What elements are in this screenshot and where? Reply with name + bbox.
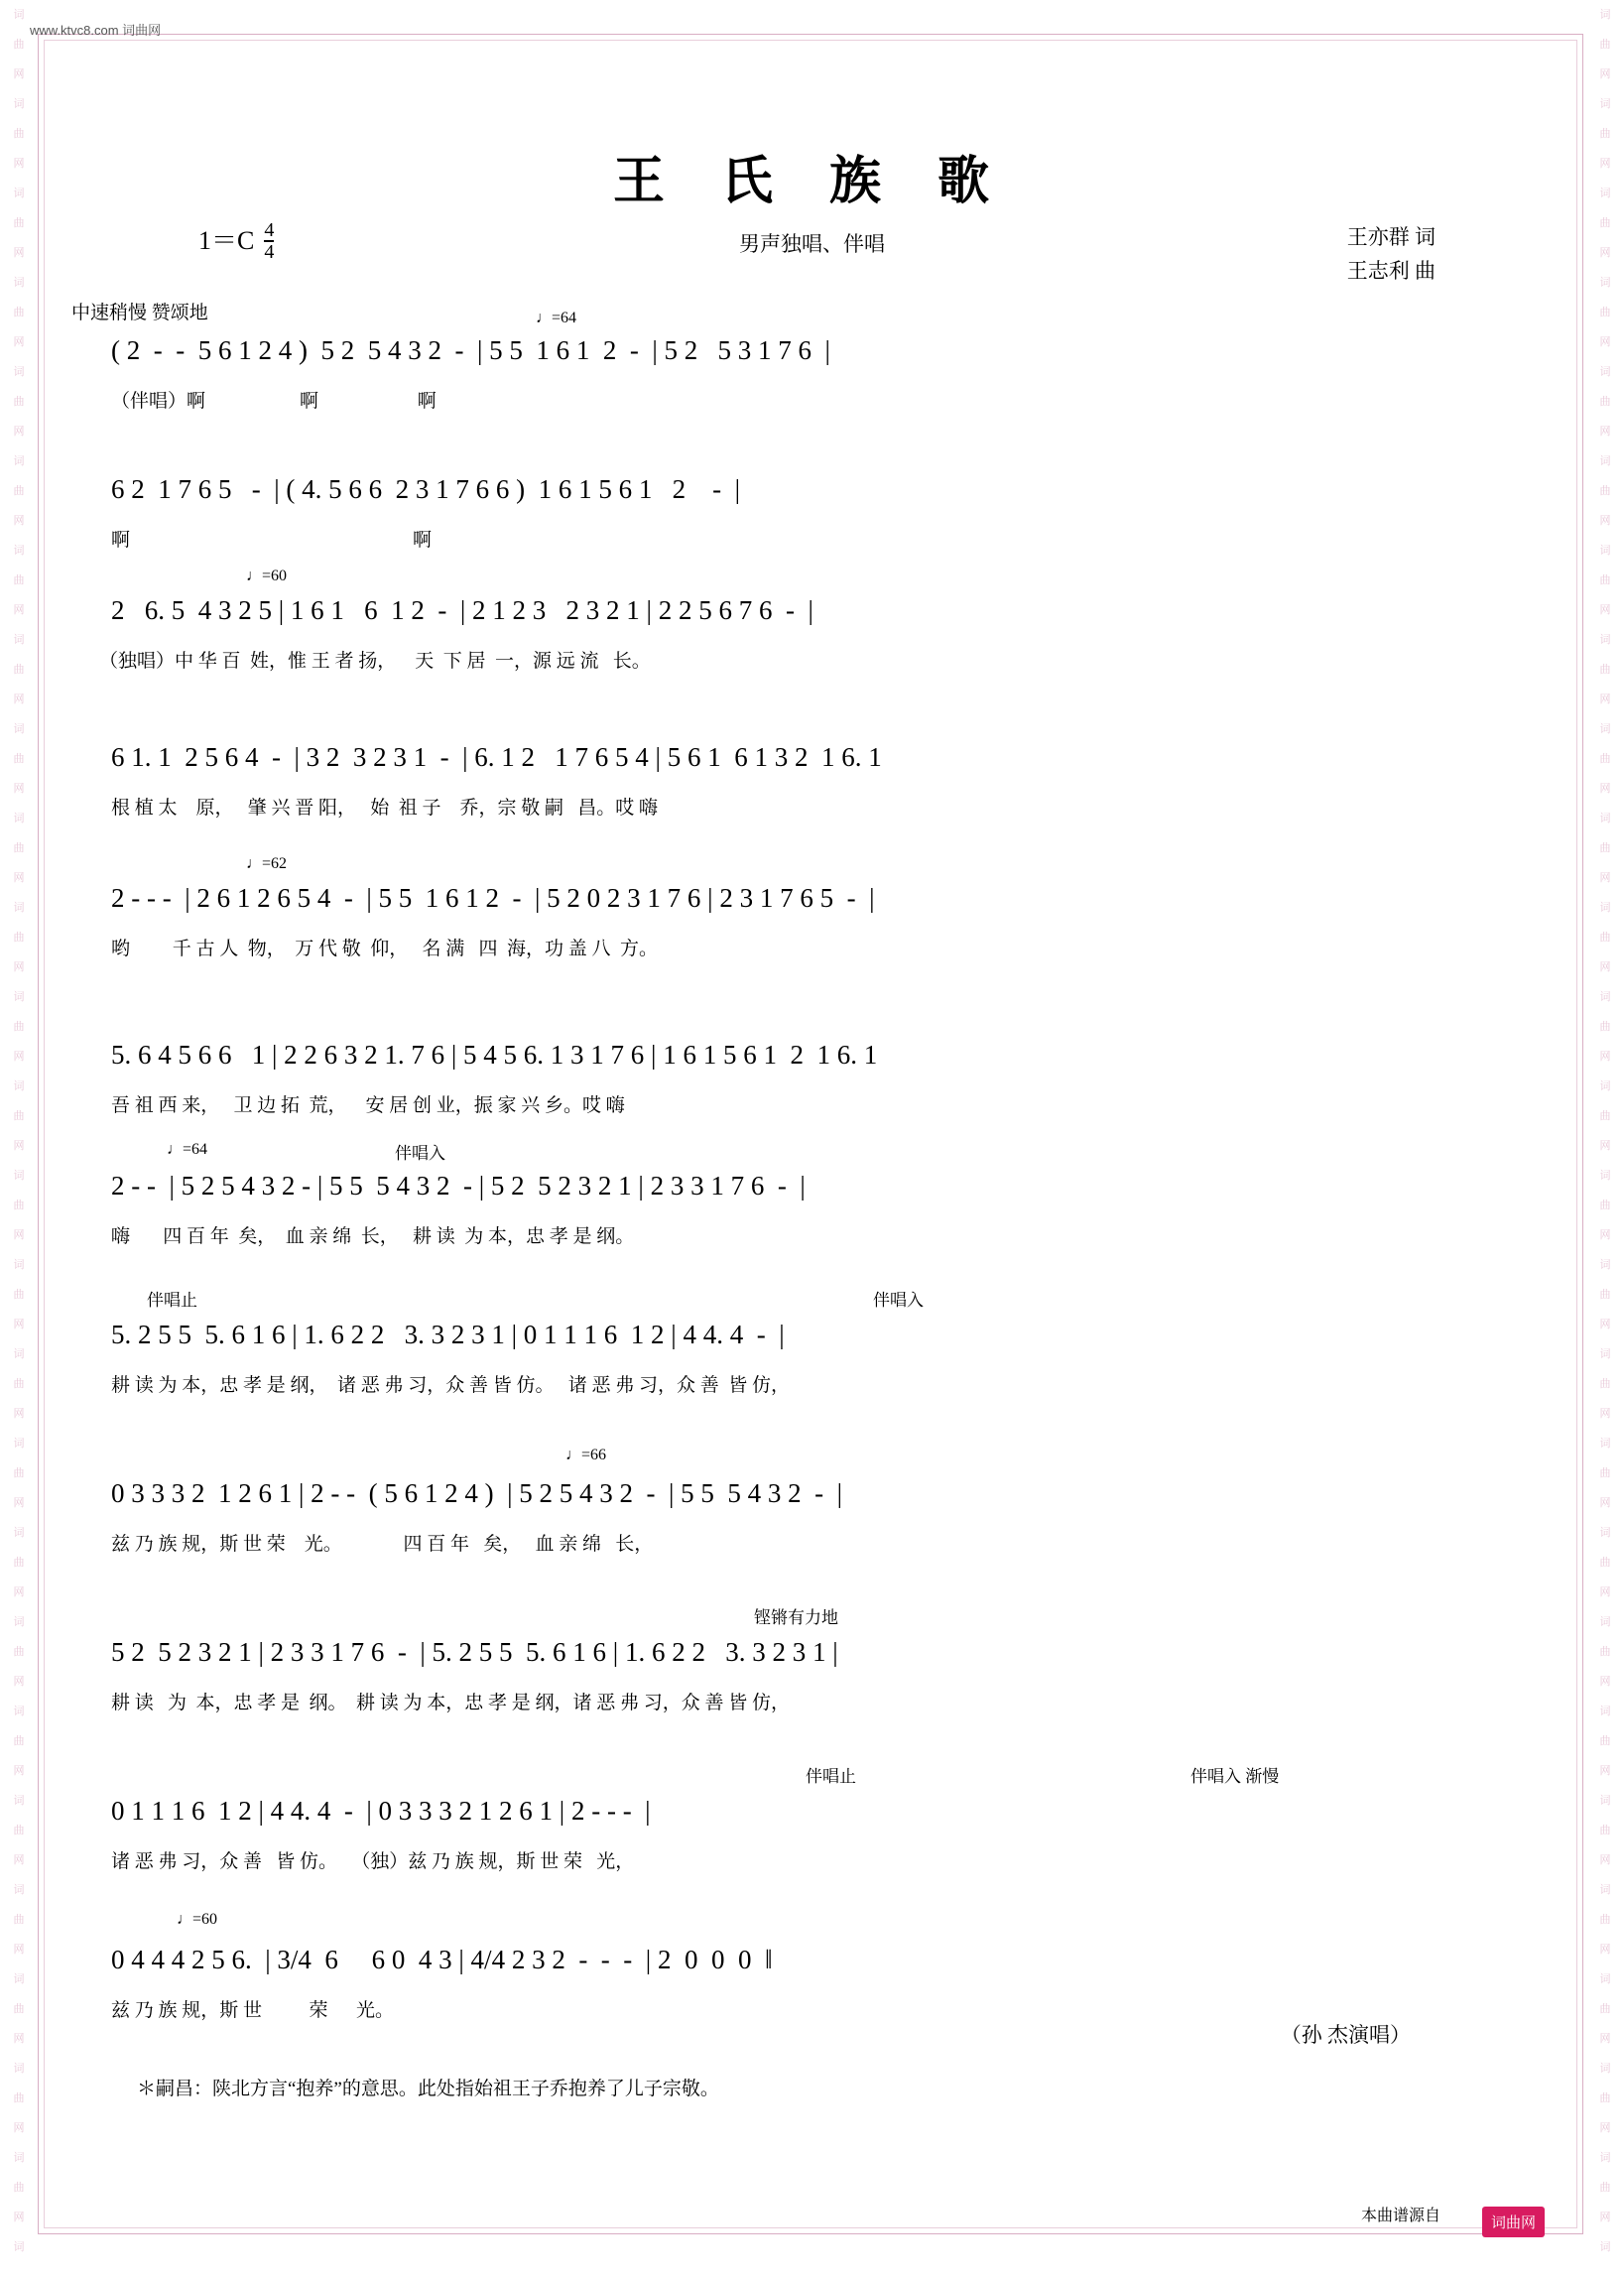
notes-line-11: 0 1 1 1 6 1 2 | 4 4. 4 - | 0 3 3 3 2 1 2 6 1 | 2 - - - | [111, 1796, 651, 1826]
notes-line-5: 2 - - - | 2 6 1 2 6 5 4 - | 5 5 1 6 1 2 - | 5 2 0 2 3 1 7 6 | 2 3 1 7 6 5 - | [111, 883, 875, 913]
notes-line-8: 5. 2 5 5 5. 6 1 6 | 1. 6 2 2 3. 3 2 3 1 | 0 1 1 1 6 1 2 | 4 4. 4 - | [111, 1320, 785, 1349]
cue-mark-chorus-stop-2: 伴唱止 [806, 1767, 856, 1786]
system-row-9 [0, 1447, 1624, 1555]
system-row-8 [0, 1291, 1624, 1396]
page-title: 王 氏 族 歌 [612, 154, 1011, 210]
system-row-4 [0, 724, 1624, 819]
lyrics-line-4: 根 植 太 原， 肇 兴 晋 阳， 始 祖 子 乔，宗 敬 嗣 昌。哎 嗨 [111, 798, 659, 819]
tempo-mark-2: ♩=60 [246, 568, 288, 584]
tempo-mark-6: ♩=60 [177, 1911, 218, 1928]
notes-line-6: 5. 6 4 5 6 6 1 | 2 2 6 3 2 1. 7 6 | 5 4 5 6. 1 3 1 7 6 | 1 6 1 5 6 1 2 1 6. 1 [111, 1040, 878, 1070]
subtitle: 男声独唱、伴唱 [739, 232, 885, 256]
site-url: www.ktvc8.com 词曲网 [30, 23, 162, 38]
lyricist: 王亦群 词 [1346, 225, 1436, 249]
lyrics-line-10: 耕 读 为 本，忠 孝 是 纲。 耕 读 为 本，忠 孝 是 纲，诸 恶 弗 习，众 善 皆 仿， [111, 1693, 791, 1713]
lyrics-line-6: 吾 祖 西 来， 卫 边 拓 荒， 安 居 创 业，振 家 兴 乡。哎 嗨 [111, 1095, 625, 1116]
time-denominator: 4 [264, 241, 275, 264]
performer-credit: （孙 杰演唱） [1280, 2023, 1411, 2047]
lyrics-line-8: 耕 读 为 本，忠 孝 是 纲， 诸 恶 弗 习，众 善 皆 仿。 诸 恶 弗 习，众 善 皆 仿， [111, 1375, 791, 1396]
footnote: ＊嗣昌：陕北方言“抱养”的意思。此处指始祖王子乔抱养了儿子宗敬。 [137, 2079, 719, 2099]
lyrics-line-12: 兹 乃 族 规，斯 世 荣 光。 [111, 2000, 395, 2021]
cue-mark-chorus-in-2: 伴唱入 [873, 1291, 924, 1310]
time-signature [264, 220, 274, 262]
system-row-12 [0, 1911, 1624, 2021]
expression-mark-forceful: 铿锵有力地 [754, 1608, 838, 1627]
cue-mark-chorus-stop-1: 伴唱止 [147, 1291, 197, 1310]
lyrics-line-3: （独唱）中 华 百 姓，惟 王 者 扬， 天 下 居 一，源 远 流 长。 [99, 651, 651, 672]
lyrics-line-1: （伴唱）啊 啊 啊 [111, 391, 437, 412]
lyrics-line-5: 哟 千 古 人 物， 万 代 敬 仰， 名 满 四 海，功 盖 八 方。 [111, 939, 659, 959]
system-row-7 [0, 1141, 1624, 1247]
system-row-5 [0, 855, 1624, 959]
cue-mark-chorus-in-1: 伴唱入 [395, 1144, 445, 1163]
watermark-right: 词 曲 网 词 曲 网 词 曲 网 词 曲 网 词 曲 网 词 曲 网 词 曲 网 词 曲 网 词 曲 网 词 曲 网 词 曲 网 词 曲 网 词 曲 网 词 曲 网 词 曲 网 词 曲 网 词 曲 网 词 曲 网 词 曲 网 词 曲 网 词 曲 网 词 曲 网 词 曲 网 词 曲 网 词 曲 网 词 [1599, 9, 1611, 2253]
credits [1347, 220, 1436, 288]
lyrics-line-2: 啊 啊 [111, 530, 433, 551]
time-numerator: 4 [264, 219, 275, 242]
expression-mark: 中速稍慢 赞颂地 [71, 303, 208, 323]
system-row-3 [0, 568, 1624, 672]
notes-line-1: ( 2 - - 5 6 1 2 4 ) 5 2 5 4 3 2 - | 5 5 1 6 1 2 - | 5 2 5 3 1 7 6 | [111, 335, 830, 365]
tempo-mark-1: ♩=64 [536, 310, 577, 326]
lyrics-line-9: 兹 乃 族 规，斯 世 荣 光。 四 百 年 矣， 血 亲 绵 长， [111, 1534, 654, 1555]
lyrics-line-11: 诸 恶 弗 习，众 善 皆 仿。 （独）兹 乃 族 规，斯 世 荣 光， [111, 1851, 635, 1872]
lyrics-line-7: 嗨 四 百 年 矣， 血 亲 绵 长， 耕 读 为 本，忠 孝 是 纲。 [111, 1226, 635, 1247]
cue-mark-chorus-in-3: 伴唱入 渐慢 [1190, 1767, 1280, 1786]
tempo-mark-3: ♩=62 [246, 855, 288, 872]
key-signature [198, 220, 274, 264]
notes-line-10: 5 2 5 2 3 2 1 | 2 3 3 1 7 6 - | 5. 2 5 5 5. 6 1 6 | 1. 6 2 2 3. 3 2 3 1 | [111, 1637, 838, 1667]
watermark-left: 词 曲 网 词 曲 网 词 曲 网 词 曲 网 词 曲 网 词 曲 网 词 曲 网 词 曲 网 词 曲 网 词 曲 网 词 曲 网 词 曲 网 词 曲 网 词 曲 网 词 曲 网 词 曲 网 词 曲 网 词 曲 网 词 曲 网 词 曲 网 词 曲 网 词 曲 网 词 曲 网 词 曲 网 词 曲 网 词 [13, 9, 25, 2253]
system-row-6 [0, 1022, 1624, 1116]
site-logo: 词曲网 [1482, 2207, 1545, 2237]
system-row-2 [0, 456, 1624, 551]
system-row-11 [0, 1767, 1624, 1872]
notes-line-7: 2 - - | 5 2 5 4 3 2 - | 5 5 5 4 3 2 - | 5 2 5 2 3 2 1 | 2 3 3 1 7 6 - | [111, 1171, 806, 1201]
composer: 王志利 曲 [1346, 259, 1436, 283]
notes-line-3: 2 6. 5 4 3 2 5 | 1 6 1 6 1 2 - | 2 1 2 3 2 3 2 1 | 2 2 5 6 7 6 - | [111, 595, 813, 625]
tempo-mark-5: ♩=66 [565, 1447, 607, 1463]
notes-line-2: 6 2 1 7 6 5 - | ( 4. 5 6 6 2 3 1 7 6 6 ) 1 6 1 5 6 1 2 - | [111, 474, 741, 504]
key-label: 1＝C [198, 226, 255, 255]
notes-line-9: 0 3 3 3 2 1 2 6 1 | 2 - - ( 5 6 1 2 4 ) | 5 2 5 4 3 2 - | 5 5 5 4 3 2 - | [111, 1478, 843, 1508]
notes-line-12: 0 4 4 4 2 5 6. | 3/4 6 6 0 4 3 | 4/4 2 3 2 - - - | 2 0 0 0 ‖ [111, 1945, 773, 1974]
notes-line-4: 6 1. 1 2 5 6 4 - | 3 2 3 2 3 1 - | 6. 1 2 1 7 6 5 4 | 5 6 1 6 1 3 2 1 6. 1 [111, 742, 882, 772]
system-row-10 [0, 1608, 1624, 1713]
source-note: 本曲谱源自 [1360, 2208, 1440, 2224]
tempo-mark-4: ♩=64 [167, 1141, 208, 1158]
